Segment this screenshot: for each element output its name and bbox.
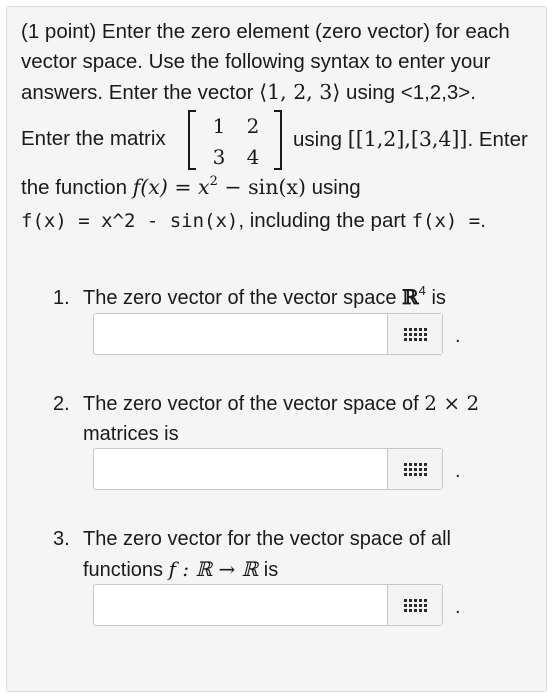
matrix-trail (293, 124, 528, 155)
matrix-using: using (293, 128, 348, 151)
answer-period: . (455, 325, 461, 347)
answer-field-1[interactable] (93, 313, 443, 355)
function-end: . (480, 209, 486, 232)
intro-line-3 (21, 77, 541, 108)
answer-input-3[interactable] (94, 585, 384, 625)
function-lead: the function (21, 176, 133, 199)
keypad-grid-icon (404, 328, 427, 341)
question-number: 1. (53, 287, 70, 309)
function-exponent: 2 (209, 174, 218, 189)
function-using: using (305, 176, 361, 199)
question-3 (53, 524, 503, 585)
left-bracket (188, 110, 196, 170)
vector-syntax: using <1,2,3>. (340, 81, 476, 104)
function-expr-rest: − sin(x) (217, 175, 306, 199)
function-expr: f(x) = x (132, 175, 210, 199)
function-part: f(x) = (411, 210, 481, 232)
intro-line-2: vector space. Use the following syntax to enter your (21, 50, 491, 73)
keypad-button[interactable] (387, 314, 442, 354)
question-text-line2 (53, 554, 503, 585)
keypad-button[interactable] (387, 449, 442, 489)
keypad-button[interactable] (387, 585, 442, 625)
reals-symbol: ℝ (402, 285, 419, 309)
right-bracket (274, 110, 282, 170)
function-syntax: f(x) = x^2 - sin(x) (21, 210, 239, 232)
matrix-example (188, 108, 282, 172)
matrix-enter: . Enter (467, 128, 528, 151)
question-text: The zero vector of the vector space (83, 287, 403, 309)
intro-text: answers. Enter the vector (21, 81, 260, 104)
matrix-cell: 1 (212, 114, 226, 138)
problem-instructions (21, 17, 541, 236)
question-text-line2: matrices is (83, 423, 179, 445)
function-instruction (21, 172, 541, 206)
matrix-instruction (21, 108, 541, 172)
keypad-grid-icon (404, 463, 427, 476)
vector-example: ⟨1, 2, 3⟩ (259, 80, 341, 104)
answer-field-2[interactable] (93, 448, 443, 490)
matrix-syntax: [[1,2],[3,4]] (347, 127, 468, 151)
question-text-end: is (425, 287, 446, 309)
question-text: The zero vector for the vector space of all (83, 528, 451, 550)
answer-period: . (455, 460, 461, 482)
keypad-grid-icon (404, 599, 427, 612)
functions-label: functions (83, 559, 169, 581)
question-1 (53, 282, 503, 315)
question-text: The zero vector of the vector space of (83, 393, 425, 415)
answer-period: . (455, 596, 461, 618)
question-text-end: is (258, 559, 279, 581)
dimension-exponent: 4 (418, 283, 426, 298)
answer-input-2[interactable] (94, 449, 384, 489)
matrix-cell: 4 (246, 145, 260, 169)
matrix-cell: 3 (212, 145, 226, 169)
matrix-cell: 2 (246, 114, 260, 138)
matrix-lead: Enter the matrix (21, 127, 166, 150)
function-syntax-line (21, 206, 541, 236)
answer-field-3[interactable] (93, 584, 443, 626)
intro-line-1: (1 point) Enter the zero element (zero vector) for each (21, 20, 510, 43)
question-number: 3. (53, 528, 70, 550)
function-mapping: f : ℝ → ℝ (168, 557, 259, 581)
question-number: 2. (53, 393, 70, 415)
question-2 (53, 388, 503, 449)
function-including: , including the part (238, 209, 412, 232)
answer-input-1[interactable] (94, 314, 384, 354)
problem-card (6, 6, 547, 692)
matrix-size: 2 × 2 (424, 391, 480, 415)
